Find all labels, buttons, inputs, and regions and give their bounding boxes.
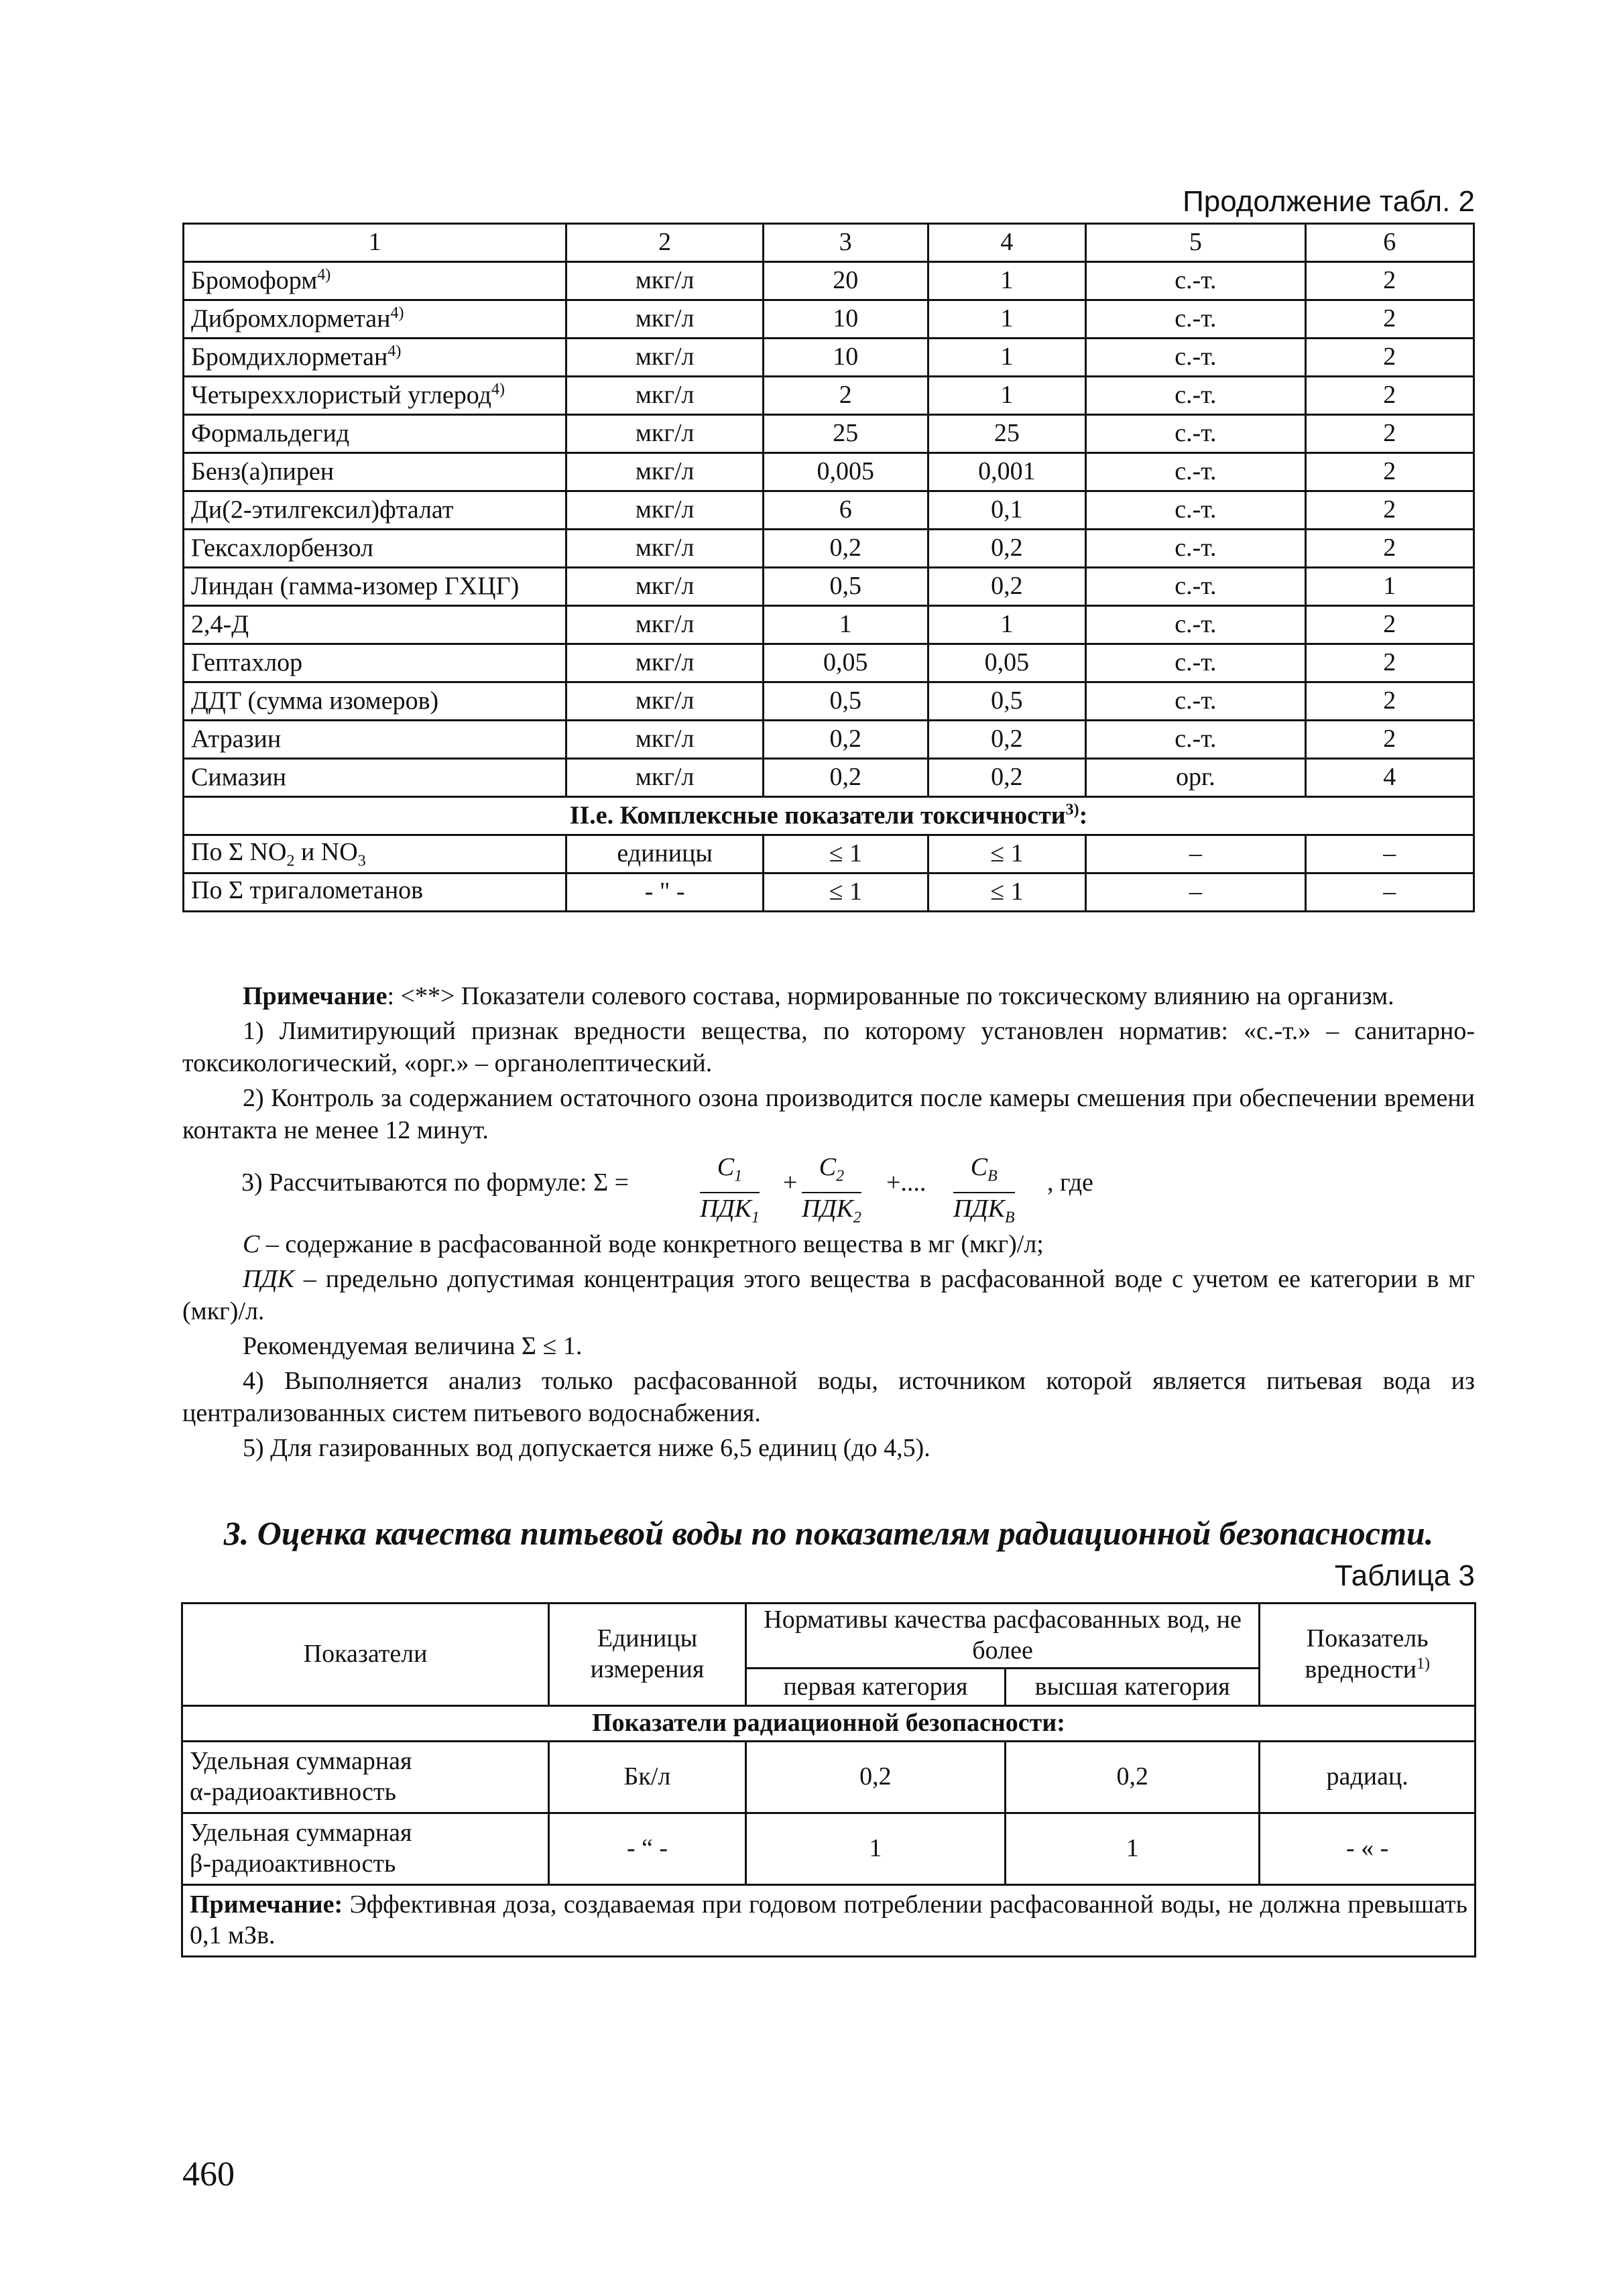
substance-name: Линдан (гамма-изомер ГХЦГ): [191, 572, 520, 601]
frac-den-sub: 2: [853, 1209, 861, 1227]
value-cell: ≤ 1: [928, 835, 1086, 873]
substance-name: Формальдегид: [191, 419, 350, 448]
substance-name-cell: [184, 568, 566, 606]
note-text: Эффективная доза, создаваемая при годовом потреблении расфасованной воды, не должна превышать 0,1 мЗв.: [190, 1890, 1467, 1949]
frac-num-sub: 2: [836, 1167, 845, 1185]
hazard-class-cell: –: [1305, 835, 1474, 873]
unit-cell: мкг/л: [566, 759, 764, 797]
section-3-title: 3. Оценка качества питьевой воды по показателям радиационной безопасности.: [223, 1514, 1434, 1552]
substance-name: Симазин: [191, 763, 287, 792]
hazard-sign-cell: с.-т.: [1086, 415, 1305, 453]
table-3-note-row: [182, 1885, 1476, 1957]
value-cell: 0,2: [928, 759, 1086, 797]
table-row: [184, 415, 1474, 453]
table-3-header-row: [182, 1604, 1476, 1669]
table-3: [181, 1602, 1476, 1957]
value-cell: 0,2: [928, 530, 1086, 568]
unit-cell: - “ -: [549, 1813, 746, 1885]
indicator-sub: 2: [286, 852, 295, 870]
value-cell: 0,005: [763, 453, 928, 491]
value-cell: 0,2: [763, 530, 928, 568]
footnote-sup: 4): [387, 342, 402, 360]
table-row: [184, 873, 1474, 912]
first-category-cell: 0,2: [745, 1742, 1005, 1813]
note-intro-text: : <**> Показатели солевого состава, нормированные по токсическому влиянию на организм.: [387, 982, 1394, 1010]
substance-name-cell: [184, 721, 566, 759]
substance-name-cell: [184, 453, 566, 491]
value-cell: 10: [763, 339, 928, 377]
hazard-class-cell: 2: [1305, 415, 1474, 453]
c-symbol: С: [243, 1230, 260, 1258]
value-cell: 1: [928, 377, 1086, 415]
frac-den: ПДК: [953, 1194, 1005, 1223]
hazard-class-cell: –: [1305, 873, 1474, 912]
group-radiation: Показатели радиационной безопасности:: [182, 1706, 1476, 1742]
hazard-class-cell: 2: [1305, 682, 1474, 721]
indicator-line-1: Удельная суммарная: [190, 1747, 412, 1776]
unit-cell: мкг/л: [566, 606, 764, 644]
frac-num: C: [717, 1153, 735, 1181]
value-cell: 1: [928, 300, 1086, 339]
table-row: [184, 835, 1474, 873]
header-harm-sup: 1): [1417, 1654, 1431, 1673]
value-cell: ≤ 1: [763, 835, 928, 873]
substance-name: Бромоформ: [191, 266, 318, 295]
table-continuation-label: Продолжение табл. 2: [1183, 185, 1475, 218]
hazard-class-cell: 2: [1305, 644, 1474, 682]
table-row: [184, 453, 1474, 491]
table-row: [184, 339, 1474, 377]
substance-name-cell: [184, 300, 566, 339]
hazard-class-cell: 2: [1305, 262, 1474, 300]
table-header-row: [184, 224, 1474, 262]
hazard-sign-cell: –: [1086, 835, 1305, 873]
table-row: [184, 530, 1474, 568]
table-row: [184, 377, 1474, 415]
c-definition: [182, 1228, 1475, 1260]
hazard-sign-cell: орг.: [1086, 759, 1305, 797]
hazard-sign-cell: с.-т.: [1086, 682, 1305, 721]
value-cell: 1: [763, 606, 928, 644]
value-cell: 1: [928, 606, 1086, 644]
frac-den: ПДК: [802, 1194, 853, 1223]
first-category-cell: 1: [745, 1813, 1005, 1885]
hazard-sign-cell: с.-т.: [1086, 606, 1305, 644]
hazard-class-cell: 2: [1305, 300, 1474, 339]
hazard-sign-cell: с.-т.: [1086, 644, 1305, 682]
table-3-label: Таблица 3: [1334, 1559, 1475, 1592]
unit-cell: мкг/л: [566, 568, 764, 606]
value-cell: 10: [763, 300, 928, 339]
indicator-line-1: Удельная суммарная: [190, 1819, 412, 1848]
frac-num: C: [819, 1153, 837, 1181]
note-2: 2) Контроль за содержанием остаточного озона производится после камеры смешения при обеспечении времени контакта не менее 12 минут.: [182, 1084, 1475, 1144]
hazard-class-cell: 2: [1305, 530, 1474, 568]
hazard-sign-cell: с.-т.: [1086, 721, 1305, 759]
frac-num: C: [970, 1153, 988, 1181]
header-top-category: высшая категория: [1006, 1668, 1260, 1705]
substance-name-cell: [184, 530, 566, 568]
table-row: [182, 1742, 1476, 1813]
substance-name: ДДТ (сумма изомеров): [191, 686, 439, 715]
top-category-cell: 0,2: [1006, 1742, 1260, 1813]
table-3-group-row: [182, 1706, 1476, 1742]
value-cell: 0,2: [763, 721, 928, 759]
unit-cell: мкг/л: [566, 530, 764, 568]
substance-name-cell: [184, 682, 566, 721]
header-first-category: первая категория: [745, 1668, 1005, 1705]
header-cell: 2: [566, 224, 764, 262]
fraction-3: [953, 1152, 1015, 1233]
hazard-class-cell: 2: [1305, 377, 1474, 415]
header-cell: 1: [184, 224, 566, 262]
frac-num-sub: B: [987, 1167, 998, 1185]
note-intro: [182, 980, 1475, 1012]
unit-cell: мкг/л: [566, 300, 764, 339]
substance-name: 2,4-Д: [191, 610, 249, 639]
indicator-name: [182, 1742, 549, 1813]
indicator-line-2: β-радиоактивность: [190, 1850, 396, 1878]
value-cell: 1: [928, 339, 1086, 377]
table-row: [184, 721, 1474, 759]
section-title: II.е. Комплексные показатели токсичности: [569, 801, 1066, 830]
value-cell: 6: [763, 491, 928, 530]
table-2-continued: [182, 223, 1475, 912]
table-row: [184, 300, 1474, 339]
table-row: [184, 644, 1474, 682]
header-cell: 4: [928, 224, 1086, 262]
harm-cell: радиац.: [1260, 1742, 1476, 1813]
c-definition-text: – содержание в расфасованной воде конкретного вещества в мг (мкг)/л;: [259, 1230, 1044, 1258]
value-cell: 0,5: [763, 682, 928, 721]
substance-name: Четыреххлористый углерод: [191, 381, 491, 410]
substance-name: Гексахлорбензол: [191, 534, 373, 562]
frac-den: ПДК: [700, 1194, 752, 1223]
unit-cell: мкг/л: [566, 721, 764, 759]
header-norms: Нормативы качества расфасованных вод, не более: [745, 1604, 1260, 1669]
table-row: [184, 262, 1474, 300]
value-cell: 2: [763, 377, 928, 415]
indicator-line-2: α-радиоактивность: [190, 1778, 396, 1806]
header-indicators: Показатели: [182, 1604, 549, 1706]
hazard-sign-cell: с.-т.: [1086, 300, 1305, 339]
value-cell: 0,001: [928, 453, 1086, 491]
unit-cell: мкг/л: [566, 644, 764, 682]
substance-name: Дибромхлорметан: [191, 304, 391, 333]
indicator-text: По Σ тригалометанов: [191, 875, 424, 904]
unit-cell: мкг/л: [566, 262, 764, 300]
substance-name-cell: [184, 644, 566, 682]
formula-tail: , где: [1047, 1168, 1093, 1197]
table-row: [184, 568, 1474, 606]
hazard-sign-cell: –: [1086, 873, 1305, 912]
footnote-sup: 4): [317, 265, 331, 284]
table-row: [184, 682, 1474, 721]
fraction-1: [700, 1152, 760, 1233]
substance-name-cell: [184, 759, 566, 797]
substance-name: Ди(2-этилгексил)фталат: [191, 495, 454, 524]
value-cell: 0,5: [763, 568, 928, 606]
unit-cell: единицы: [566, 835, 764, 873]
substance-name: Атразин: [191, 725, 282, 753]
table-row: [184, 491, 1474, 530]
toxicity-formula: [182, 1149, 1475, 1227]
frac-num-sub: 1: [734, 1167, 743, 1185]
substance-name-cell: [184, 491, 566, 530]
note-5: 5) Для газированных вод допускается ниже 6,5 единиц (до 4,5).: [243, 1434, 930, 1462]
hazard-sign-cell: с.-т.: [1086, 491, 1305, 530]
unit-cell: мкг/л: [566, 339, 764, 377]
indicator-name: [182, 1813, 549, 1885]
frac-den-sub: 1: [751, 1209, 760, 1227]
unit-cell: Бк/л: [549, 1742, 746, 1813]
value-cell: 0,05: [928, 644, 1086, 682]
value-cell: 0,1: [928, 491, 1086, 530]
table-3-note: [182, 1885, 1476, 1957]
substance-name-cell: [184, 377, 566, 415]
frac-den-sub: B: [1004, 1209, 1015, 1227]
substance-name-cell: [184, 262, 566, 300]
section-header: [184, 797, 1474, 835]
value-cell: ≤ 1: [763, 873, 928, 912]
section-sup: 3): [1065, 800, 1079, 819]
unit-cell: мкг/л: [566, 491, 764, 530]
page-number: 460: [182, 2155, 235, 2193]
section-colon: :: [1079, 801, 1088, 830]
value-cell: 0,5: [928, 682, 1086, 721]
header-cell: 3: [763, 224, 928, 262]
table-row: [184, 759, 1474, 797]
header-units: Единицы измерения: [549, 1604, 746, 1706]
substance-name-cell: [184, 415, 566, 453]
table-row: [182, 1813, 1476, 1885]
recommended-value: Рекомендуемая величина Σ ≤ 1.: [243, 1332, 583, 1360]
note-title: Примечание: [243, 982, 387, 1010]
value-cell: 0,2: [928, 721, 1086, 759]
table-row: [184, 606, 1474, 644]
hazard-class-cell: 1: [1305, 568, 1474, 606]
value-cell: 25: [763, 415, 928, 453]
unit-cell: мкг/л: [566, 453, 764, 491]
hazard-sign-cell: с.-т.: [1086, 530, 1305, 568]
unit-cell: мкг/л: [566, 682, 764, 721]
value-cell: 0,2: [928, 568, 1086, 606]
hazard-class-cell: 2: [1305, 453, 1474, 491]
fraction-2: [802, 1152, 861, 1233]
hazard-sign-cell: с.-т.: [1086, 339, 1305, 377]
substance-name-cell: [184, 606, 566, 644]
note-title: Примечание:: [190, 1890, 343, 1919]
indicator-name-cell: [184, 873, 566, 912]
notes-block: [182, 980, 1475, 1467]
value-cell: 1: [928, 262, 1086, 300]
footnote-sup: 4): [491, 380, 505, 398]
note-4: 4) Выполняется анализ только расфасованной воды, источником которой является питьевая вода из централизованных систем питьевого водоснабжения.: [182, 1367, 1475, 1427]
hazard-class-cell: 2: [1305, 606, 1474, 644]
hazard-class-cell: 2: [1305, 721, 1474, 759]
pdk-definition: [182, 1263, 1475, 1327]
ellipsis-sign: +....: [886, 1168, 926, 1197]
pdk-definition-text: – предельно допустимая концентрация этого вещества в расфасованной воде с учетом ее категории в мг (мкг)/л.: [182, 1265, 1475, 1325]
top-category-cell: 1: [1006, 1813, 1260, 1885]
pdk-symbol: ПДК: [243, 1265, 294, 1293]
substance-name-cell: [184, 339, 566, 377]
value-cell: 25: [928, 415, 1086, 453]
header-cell: 5: [1086, 224, 1305, 262]
plus-sign: +: [783, 1168, 798, 1197]
substance-name: Бромдихлорметан: [191, 343, 388, 371]
header-harm-text: Показатель вредности: [1305, 1624, 1429, 1684]
hazard-sign-cell: с.-т.: [1086, 262, 1305, 300]
value-cell: 0,05: [763, 644, 928, 682]
hazard-class-cell: 2: [1305, 339, 1474, 377]
indicator-text: По Σ NO: [191, 837, 287, 866]
hazard-sign-cell: с.-т.: [1086, 453, 1305, 491]
unit-cell: мкг/л: [566, 415, 764, 453]
header-harm: [1260, 1604, 1476, 1706]
indicator-sub: 3: [357, 852, 366, 870]
formula-lead: 3) Рассчитываются по формуле: Σ =: [241, 1168, 629, 1197]
header-cell: 6: [1305, 224, 1474, 262]
note-1: 1) Лимитирующий признак вредности вещества, по которому установлен норматив: «с.-т.» – санитарно-токсикологический, «орг.» – органолептический.: [182, 1017, 1475, 1077]
hazard-sign-cell: с.-т.: [1086, 377, 1305, 415]
value-cell: 0,2: [763, 759, 928, 797]
substance-name: Бенз(а)пирен: [191, 457, 335, 486]
section-row: [184, 797, 1474, 835]
hazard-class-cell: 4: [1305, 759, 1474, 797]
unit-cell: - " -: [566, 873, 764, 912]
indicator-text: и NO: [294, 837, 358, 866]
value-cell: 20: [763, 262, 928, 300]
footnote-sup: 4): [390, 304, 404, 322]
harm-cell: - « -: [1260, 1813, 1476, 1885]
value-cell: ≤ 1: [928, 873, 1086, 912]
unit-cell: мкг/л: [566, 377, 764, 415]
indicator-name-cell: [184, 835, 566, 873]
hazard-class-cell: 2: [1305, 491, 1474, 530]
substance-name: Гептахлор: [191, 648, 303, 677]
hazard-sign-cell: с.-т.: [1086, 568, 1305, 606]
